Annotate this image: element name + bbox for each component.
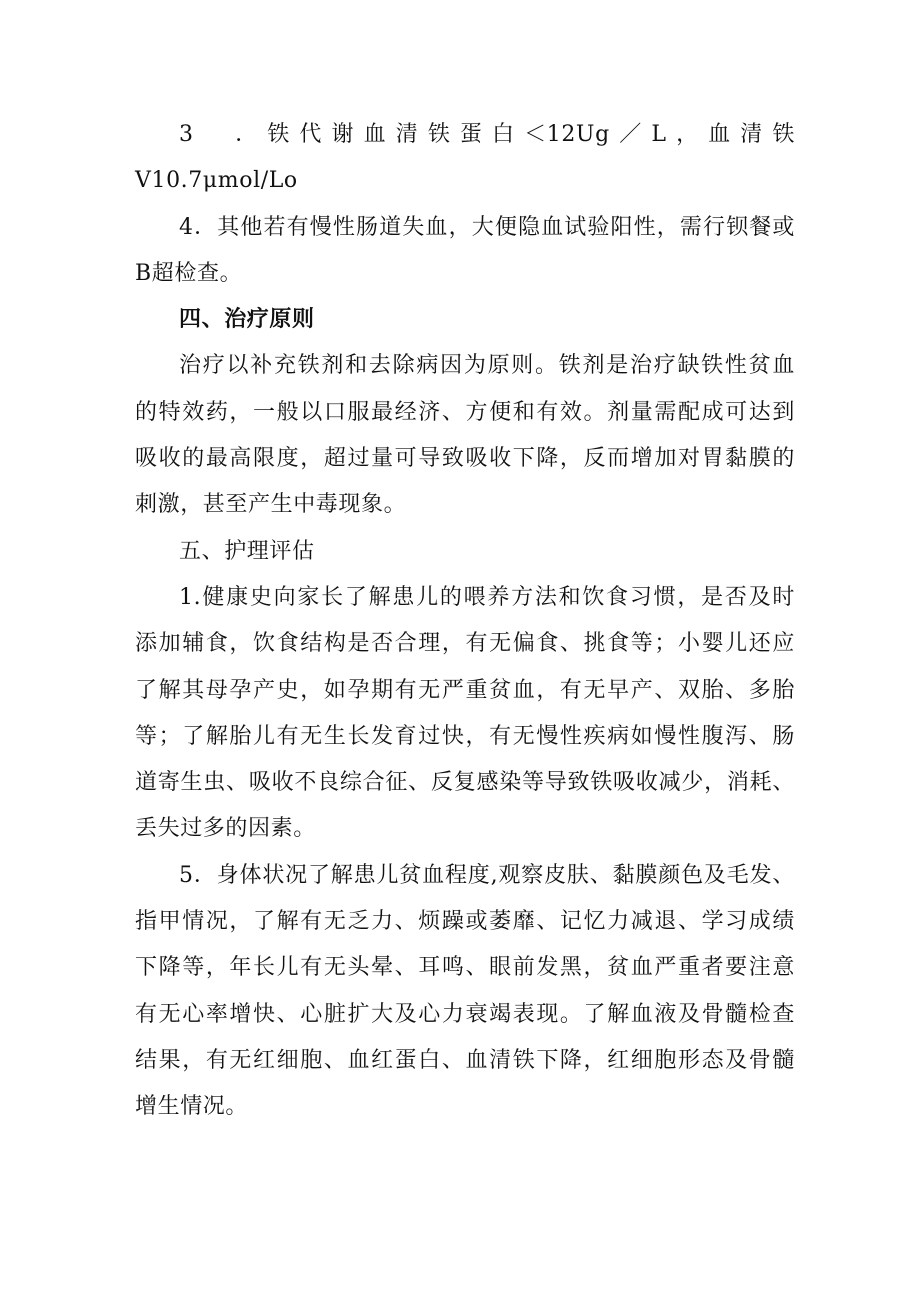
paragraph-treatment: [135, 343, 795, 528]
paragraph-item-5-physical: [135, 853, 795, 1131]
document-body: [135, 112, 795, 1131]
paragraph-item-3: [135, 112, 795, 205]
text-line: 结果，有无红细胞、血红蛋白、血清铁下降，红细胞形态及骨髓: [135, 1047, 795, 1073]
paragraph-item-1-history: [135, 575, 795, 853]
paragraph-item-4: [135, 205, 795, 298]
section-heading-nursing-assessment: 五、护理评估: [179, 538, 315, 564]
text-line: 的特效药，一般以口服最经济、方便和有效。剂量需配成可达到: [135, 399, 795, 425]
text-line: 丢失过多的因素。: [135, 816, 316, 842]
text-line: 治疗以补充铁剂和去除病因为原则。铁剂是治疗缺铁性贫血: [179, 353, 795, 379]
text-line: 了解其母孕产史，如孕期有无严重贫血，有无早产、双胎、多胎: [135, 677, 795, 703]
text-line: 指甲情况，了解有无乏力、烦躁或萎靡、记忆力减退、学习成绩: [135, 909, 795, 935]
section-heading-treatment: 四、治疗原则: [179, 307, 315, 333]
text-line: 等；了解胎儿有无生长发育过快，有无慢性疾病如慢性腹泻、肠: [135, 723, 795, 749]
text-line: 道寄生虫、吸收不良综合征、反复感染等导致铁吸收减少，消耗、: [135, 770, 795, 796]
text-line: 1.健康史向家长了解患儿的喂养方法和饮食习惯，是否及时: [179, 584, 795, 610]
text-line: 5．身体状况了解患儿贫血程度,观察皮肤、黏膜颜色及毛发、: [179, 862, 795, 888]
text-line: 4．其他若有慢性肠道失血，大便隐血试验阳性，需行钡餐或: [179, 214, 795, 240]
text-line: 增生情况。: [135, 1094, 249, 1120]
text-line: 3 ．铁代谢血清铁蛋白＜12Ug／L，血清铁: [179, 122, 795, 147]
text-line: 下降等，年长儿有无头晕、耳鸣、眼前发黑，贫血严重者要注意: [135, 955, 795, 981]
text-line: 添加辅食，饮食结构是否合理，有无偏食、挑食等；小婴儿还应: [135, 631, 795, 657]
text-line: V10.7μmol/Lo: [135, 168, 298, 194]
text-line: B超检查。: [135, 260, 243, 286]
text-line: 有无心率增快、心脏扩大及心力衰竭表现。了解血液及骨髓检查: [135, 1001, 795, 1027]
text-line: 吸收的最高限度，超过量可导致吸收下降，反而增加对胃黏膜的: [135, 446, 795, 472]
text-line: 刺激，甚至产生中毒现象。: [135, 492, 407, 518]
